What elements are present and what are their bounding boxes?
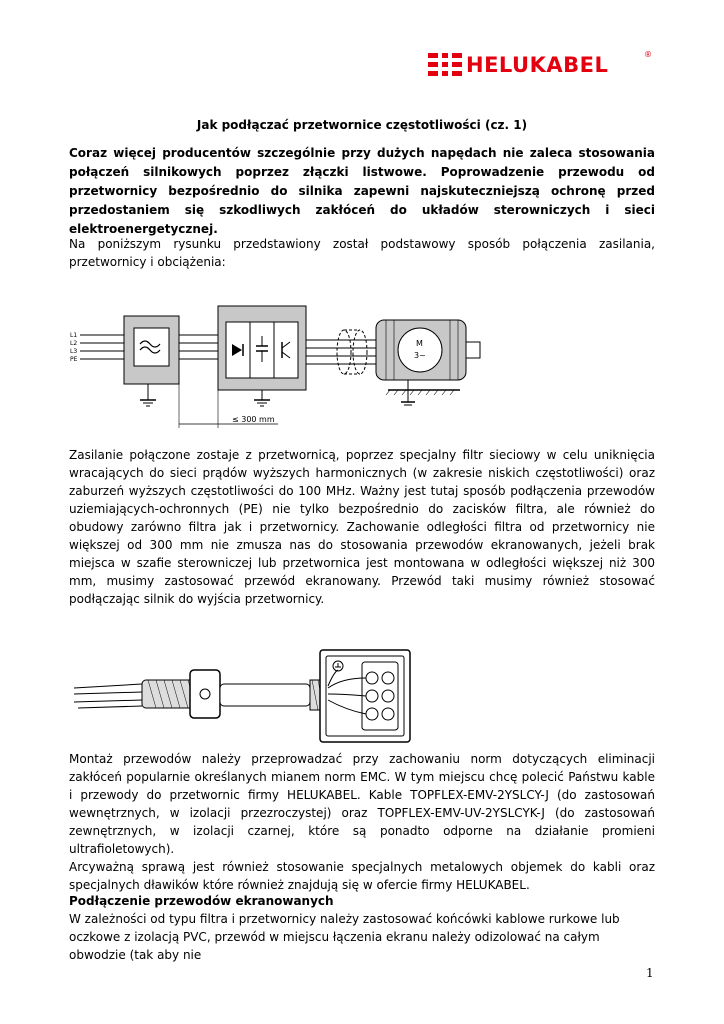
section-heading-shielded: Podłączenie przewodów ekranowanych: [69, 894, 334, 908]
paragraph-emc: [69, 750, 655, 894]
motor-phase-label: 3~: [414, 351, 426, 360]
helukabel-logo: [428, 50, 654, 82]
label-l1: L1: [70, 332, 78, 339]
cable-shield: [337, 330, 367, 374]
clamps-text: Arcyważną sprawą jest również stosowanie specjalnych metalowych objemek do kabli oraz specjalnych dławików które również znajdują się w ofercie firmy HELUKABEL.: [69, 860, 655, 892]
label-pe: PE: [70, 356, 78, 363]
emc-text: Montaż przewodów należy przeprowadzać przy zachowaniu norm dotyczących eliminacji zakłóceń popularnie określanych mianem norm EMC. W tym miejscu chcę polecić Państwu kable i przewody do przetwornic firmy HELUKABEL. Kable TOPFLEX-EMV-2YSLCY-J (do zastosowań wewnętrznych, w izolacji przezroczystej) oraz TOPFLEX-EMV-UV-2YSLCYK-J (do zastosowań zewnętrznych, w izolacji czarnej, które są ponadto odporne na działanie promieni ultrafioletowych).: [69, 752, 655, 856]
helukabel-mark-icon: [428, 50, 462, 80]
distance-label: ≤ 300 mm: [232, 415, 275, 424]
logo-registered: ®: [644, 50, 652, 59]
motor-cable: [306, 340, 376, 364]
motor-shaft: [466, 342, 480, 358]
wire-ends: [74, 684, 142, 708]
lead-paragraph: Coraz więcej producentów szczególnie przy dużych napędach nie zaleca stosowania połączeń silnikowych poprzez złączki listwowe. Poprowadzenie przewodu od przetwornicy bezpośrednio do silnika zapewni najskuteczniejszą ochronę przed przedostaniem się szkodliwych zakłóceń do układów sterowniczych i sieci elektroenergetycznej.: [69, 146, 655, 236]
logo-text: HELUKABEL: [466, 53, 609, 77]
supply-lines: [80, 335, 124, 359]
label-l3: L3: [70, 348, 78, 355]
label-l2: L2: [70, 340, 78, 347]
intro-paragraph: Na poniższym rysunku przedstawiony został podstawowy sposób połączenia zasilania, przetwornicy i obciążenia:: [69, 237, 655, 269]
paragraph-filter-description: Zasilanie połączone zostaje z przetwornicą, poprzez specjalny filtr sieciowy w celu uniknięcia wracających do sieci prądów wyższych harmonicznych (w zakresie niskich częstotliwości) oraz zaburzeń wyższych częstotliwości do 100 MHz. Ważny jest tutaj sposób podłączenia przewodów uziemiających-ochronnych (PE) nie tylko bezpośrednio do zacisków filtra, ale również do obudowy zarówno filtra jak i przetwornicy. Zachowanie odległości filtra od przetwornicy nie większej od 300 mm nie zmusza nas do stosowania przewodów ekranowanych, jeżeli brak miejsca w szafie sterowniczej lub przetwornica jest montowana w odległości większej niż 300 mm, musimy zastosować przewód ekranowany. Przewód taki musimy również stosować podłączając silnik do wyjścia przetwornicy.: [69, 448, 655, 606]
motor-label: M: [416, 339, 423, 348]
document-title: Jak podłączać przetwornice częstotliwości (cz. 1): [196, 118, 528, 132]
paragraph-shielded-connection: W zależności od typu filtra i przetwornicy należy zastosować końcówki kablowe rurkowe lub oczkowe z izolacją PVC, przewód w miejscu łączenia ekranu należy odizolować na całym obwodzie (tak aby nie: [69, 912, 620, 962]
filter-converter-lines: [179, 335, 218, 359]
wiring-diagram: [68, 298, 508, 433]
filter-symbol: [134, 328, 169, 366]
page-number: 1: [646, 966, 654, 980]
cable-connection-diagram: [72, 648, 412, 743]
cable-jacket: [220, 684, 310, 706]
motor-symbol: [398, 328, 442, 372]
